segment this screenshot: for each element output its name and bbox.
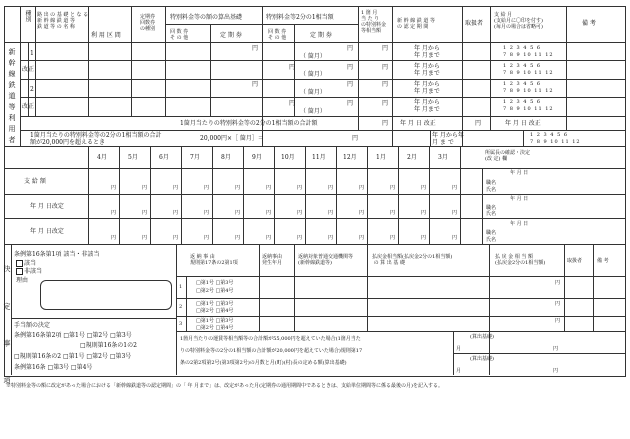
month-4: 4月 — [97, 154, 107, 161]
row1b-yen4: 円 — [382, 64, 389, 71]
row1b-period1: 年 月から — [414, 63, 440, 70]
month-9: 9月 — [252, 154, 262, 161]
confirm-name-1: 氏名 — [486, 187, 497, 193]
header-handler: 取扱者 — [465, 20, 484, 27]
row1b-months1: 1 2 3 4 5 6 — [503, 63, 542, 69]
pay-yen-mark: 円 — [173, 185, 179, 191]
month-10: 10月 — [281, 154, 295, 161]
row2-months1: 1 2 3 4 5 6 — [503, 81, 542, 87]
return-col-route: 返納対象普通交通機関等 (新幹線鉄道等) — [298, 254, 354, 266]
pay-yen-mark: 円 — [235, 210, 241, 216]
row2b-yen4: 円 — [382, 100, 389, 107]
return-col-date: 返納事由 発生年月 — [262, 254, 283, 266]
return-r3-b: □第2号 □第4号 — [196, 325, 234, 331]
calc-basis-1: (算出基礎) — [470, 334, 494, 340]
excess-months1: 1 2 3 4 5 6 — [530, 132, 569, 138]
pay-yen-mark: 円 — [297, 210, 303, 216]
pay-yen-mark: 円 — [421, 235, 427, 241]
return-yen-1: 円 — [555, 280, 561, 286]
pay-yen-mark: 円 — [266, 185, 272, 191]
pay-yen-mark: 円 — [328, 185, 334, 191]
pay-yen-mark: 円 — [359, 235, 365, 241]
excess-yen: 円 — [352, 135, 359, 142]
row1-period2: 年 月まで — [414, 52, 440, 59]
return-r1-b: □第2号 □第4号 — [196, 288, 234, 294]
return-r2-num: 2 — [179, 304, 183, 310]
confirm-date-1: 年 月 日 — [510, 170, 529, 176]
pay-yen-mark: 円 — [142, 235, 148, 241]
row1-yen4: 円 — [382, 45, 389, 52]
decision-procedure: 手当額の決定 — [14, 322, 51, 329]
pay-yen-mark: 円 — [359, 210, 365, 216]
pay-yen-mark: 円 — [173, 210, 179, 216]
reason-bracket-box[interactable] — [40, 280, 172, 310]
pay-yen-mark: 円 — [297, 235, 303, 241]
pay-yen-mark: 円 — [142, 210, 148, 216]
total-label: 1箇月当たりの特別料金等の2分の1相当額の合計額 — [180, 120, 318, 127]
form-outer-border — [4, 6, 626, 377]
row2b-period2: 年 月まで — [414, 106, 440, 113]
bottom-note-3: 条の2第2項第2号(第3項第2号)の月数と月(町)(村)長の定める額(算出基礎) — [180, 360, 347, 366]
row2-period2: 年 月まで — [414, 88, 440, 95]
row2-yen4: 円 — [382, 81, 389, 88]
opt1-checkbox[interactable] — [16, 260, 23, 267]
header-kaisuken: 回 数 券 そ の 他 — [170, 29, 189, 41]
month-12: 12月 — [343, 154, 357, 161]
pay-yen-mark: 円 — [204, 210, 210, 216]
row1-paren: （ 箇月） — [300, 53, 326, 60]
row2b-months1: 1 2 3 4 5 6 — [503, 99, 542, 105]
row2b-period1: 年 月から — [414, 99, 440, 106]
decision-opt1 — [16, 260, 36, 267]
pay-yen-mark: 円 — [328, 235, 334, 241]
return-col-reason: 返 納 事 由 規則第17条の2第1項 — [190, 254, 238, 266]
header-half-teiki: 定 期 券 — [310, 32, 332, 39]
confirm-pos-3: 職名 — [486, 230, 497, 236]
confirm-date-3: 年 月 日 — [510, 221, 529, 227]
pay-yen-mark: 円 — [421, 185, 427, 191]
confirm-pos-2: 職名 — [486, 205, 497, 211]
bottom-note-2: りの特別料金等の2分の1相当額の合計額が20,000円を超えていた場合)規則第17 — [180, 348, 363, 354]
left-vertical-label: 新幹線鉄道等利用者 — [8, 48, 16, 147]
row2-yen1: 円 — [252, 81, 259, 88]
return-col-refund: 払戻金相当額(払戻金2分の1相当額) の 算 出 基 礎 — [372, 254, 453, 266]
excess-months2: 7 8 9 10 11 12 — [530, 139, 581, 145]
month-3: 3月 — [438, 154, 448, 161]
confirm-pos-1: 職名 — [486, 180, 497, 186]
row1-period1: 年 月から — [414, 45, 440, 52]
return-r3-num: 3 — [179, 321, 183, 327]
return-r2-b: □第2号 □第4号 — [196, 308, 234, 314]
header-shubetsu: 種別 — [24, 10, 31, 22]
pay-yen-mark: 円 — [421, 210, 427, 216]
return-r1-a: □第1号 □第3号 — [196, 280, 234, 286]
row1-num: 1 — [30, 50, 34, 57]
row2-num: 2 — [30, 86, 34, 93]
bottom-month-2: 月 — [456, 368, 462, 374]
row1b-period2: 年 月まで — [414, 70, 440, 77]
month-2: 2月 — [407, 154, 417, 161]
row1b-paren: （ 箇月） — [300, 71, 326, 78]
return-col-refund2: 払 戻 金 相 当 額 (払戻金2分の1相当額) — [495, 254, 546, 266]
excess-label1: 1箇月当たりの特別料金等の2分の1相当額の合計 — [30, 132, 162, 139]
return-col-remarks: 備 考 — [597, 258, 609, 264]
month-11: 11月 — [312, 154, 326, 161]
pay-yen-mark: 円 — [235, 235, 241, 241]
pay-yen-mark: 円 — [111, 185, 117, 191]
row2-months2: 7 8 9 10 11 12 — [503, 88, 554, 94]
row2b-paren: （ 箇月） — [300, 108, 326, 115]
row2b-sub: 改正 — [22, 103, 35, 110]
decision-clause: 条例第16条第1項 該当・非該当 — [14, 251, 100, 258]
pay-row3-label: 年 月 日改定 — [30, 228, 64, 235]
row1-months2: 7 8 9 10 11 12 — [503, 52, 554, 58]
return-r1-num: 1 — [179, 284, 183, 290]
row2b-yen3: 円 — [347, 100, 354, 107]
pay-yen-mark: 円 — [111, 235, 117, 241]
month-1: 1月 — [376, 154, 386, 161]
pay-yen-mark: 円 — [173, 235, 179, 241]
decision-l3: □規則第16条の2 □第1号 □第2号 □第3号 — [14, 353, 132, 360]
row2b-yen2: 円 — [289, 100, 296, 107]
pay-yen-mark: 円 — [204, 185, 210, 191]
header-teiki-type: 定期券 回数券 の種別 — [140, 14, 156, 32]
row1b-yen2: 円 — [289, 64, 296, 71]
row1-yen2: 円 — [347, 45, 354, 52]
bottom-yen-1: 円 — [553, 346, 559, 352]
bottom-yen-2: 円 — [553, 368, 559, 374]
row1-months1: 1 2 3 4 5 6 — [503, 45, 542, 51]
footnote: ※特別料金等の額に改定があった場合における「新幹線鉄道等の認定期間」の「 年 月まで」は、改定があった月(定期券の通用期間中であるときは、支給単位期間等に係る最後の月)を記入する。 — [6, 383, 443, 389]
pay-yen-mark: 円 — [328, 210, 334, 216]
header-remarks: 備 考 — [582, 20, 596, 27]
header-route: 路 出 の 基 礎 と な る 新 幹 線 鉄 道 等 鉄 道 等 の 名 称 — [37, 12, 89, 30]
pay-yen-mark: 円 — [111, 210, 117, 216]
confirm-name-3: 氏名 — [486, 237, 497, 243]
excess-period2: 月 ま で — [432, 139, 454, 146]
decision-l4: 条例第16条 □第3号 □第4号 — [14, 364, 93, 371]
row1-yen1: 円 — [252, 45, 259, 52]
pay-row2-label: 年 月 日改定 — [30, 203, 64, 210]
total-yen: 円 — [382, 120, 389, 127]
pay-yen-mark: 円 — [359, 185, 365, 191]
row1b-months2: 7 8 9 10 11 12 — [503, 70, 554, 76]
decision-opt2 — [16, 268, 42, 275]
excess-formula: 20,000円×［ 箇月］＝ — [200, 135, 264, 142]
month-7: 7月 — [190, 154, 200, 161]
bottom-month-1: 月 — [456, 346, 462, 352]
row2-paren: （ 箇月） — [300, 89, 326, 96]
opt2-label: 非該当 — [24, 268, 43, 275]
confirm-name-2: 氏名 — [486, 211, 497, 217]
month-6: 6月 — [159, 154, 169, 161]
header-teiki: 定 期 券 — [220, 32, 242, 39]
pay-yen-mark: 円 — [390, 235, 396, 241]
opt2-checkbox[interactable] — [16, 268, 23, 275]
decision-vertical: 決 定 事 項 — [3, 265, 11, 398]
month-8: 8月 — [221, 154, 231, 161]
confirm-header: 所属長の確認・決定 (改 定) 欄 — [485, 150, 531, 162]
pay-yen-mark: 円 — [390, 210, 396, 216]
pay-yen-mark: 円 — [452, 210, 458, 216]
pay-yen-mark: 円 — [452, 185, 458, 191]
decision-l1: 条例第16条第2項 □第1号 □第2号 □第3号 — [14, 332, 132, 339]
pay-yen-mark: 円 — [204, 235, 210, 241]
header-special: 特別料金等の額の算出基礎 — [170, 14, 243, 21]
total-yen2: 円 — [475, 120, 482, 127]
excess-period1: 年 月から年 — [432, 132, 464, 139]
header-interval: 利 用 区 間 — [91, 32, 121, 39]
decision-reason: 理由 — [16, 277, 29, 284]
header-payment-month: 支 給 月 (支給月に〇印を付す) (毎月の場合は省略可) — [494, 12, 543, 30]
total-date2: 年 月 日 改正 — [505, 120, 541, 127]
row2-period1: 年 月から — [414, 81, 440, 88]
pay-row1-label: 支 給 額 — [24, 178, 46, 185]
pay-yen-mark: 円 — [266, 235, 272, 241]
decision-l2: □規則第16条の1の2 — [80, 342, 137, 349]
return-col-handler: 取扱者 — [567, 258, 583, 264]
row1b-sub: 改正 — [22, 66, 35, 73]
bottom-note-1: 1箇月当たりの運賃等相当額等の合計額が55,000円を超えていた場合(1箇月当た — [180, 336, 361, 342]
header-half-kaisu: 回 数 券 そ の 他 — [268, 29, 287, 41]
return-r2-a: □第1号 □第3号 — [196, 301, 234, 307]
header-month-equiv: 1 箇 月 当 た り の特別料金 等相当額 — [361, 10, 387, 34]
confirm-date-2: 年 月 日 — [510, 196, 529, 202]
excess-label2: 額が20,000円を超えるとき — [30, 139, 105, 146]
pay-yen-mark: 円 — [235, 185, 241, 191]
header-half: 特別料金等2分の1相当額 — [266, 14, 334, 21]
row2b-months2: 7 8 9 10 11 12 — [503, 106, 554, 112]
row1b-yen3: 円 — [347, 64, 354, 71]
opt1-label: 該当 — [24, 260, 37, 267]
total-revision: 年 月 日 改正 — [400, 120, 436, 127]
pay-yen-mark: 円 — [452, 235, 458, 241]
return-yen-3: 円 — [555, 318, 561, 324]
return-yen-2: 円 — [555, 301, 561, 307]
header-recognized: 新 幹 線 鉄 道 等 の 認 定 期 間 — [397, 18, 435, 30]
pay-yen-mark: 円 — [142, 185, 148, 191]
month-5: 5月 — [128, 154, 138, 161]
pay-yen-mark: 円 — [390, 185, 396, 191]
pay-yen-mark: 円 — [266, 210, 272, 216]
calc-basis-2: (算出基礎) — [470, 356, 494, 362]
row2-yen2: 円 — [347, 81, 354, 88]
pay-yen-mark: 円 — [297, 185, 303, 191]
return-r3-a: □第1号 □第3号 — [196, 318, 234, 324]
